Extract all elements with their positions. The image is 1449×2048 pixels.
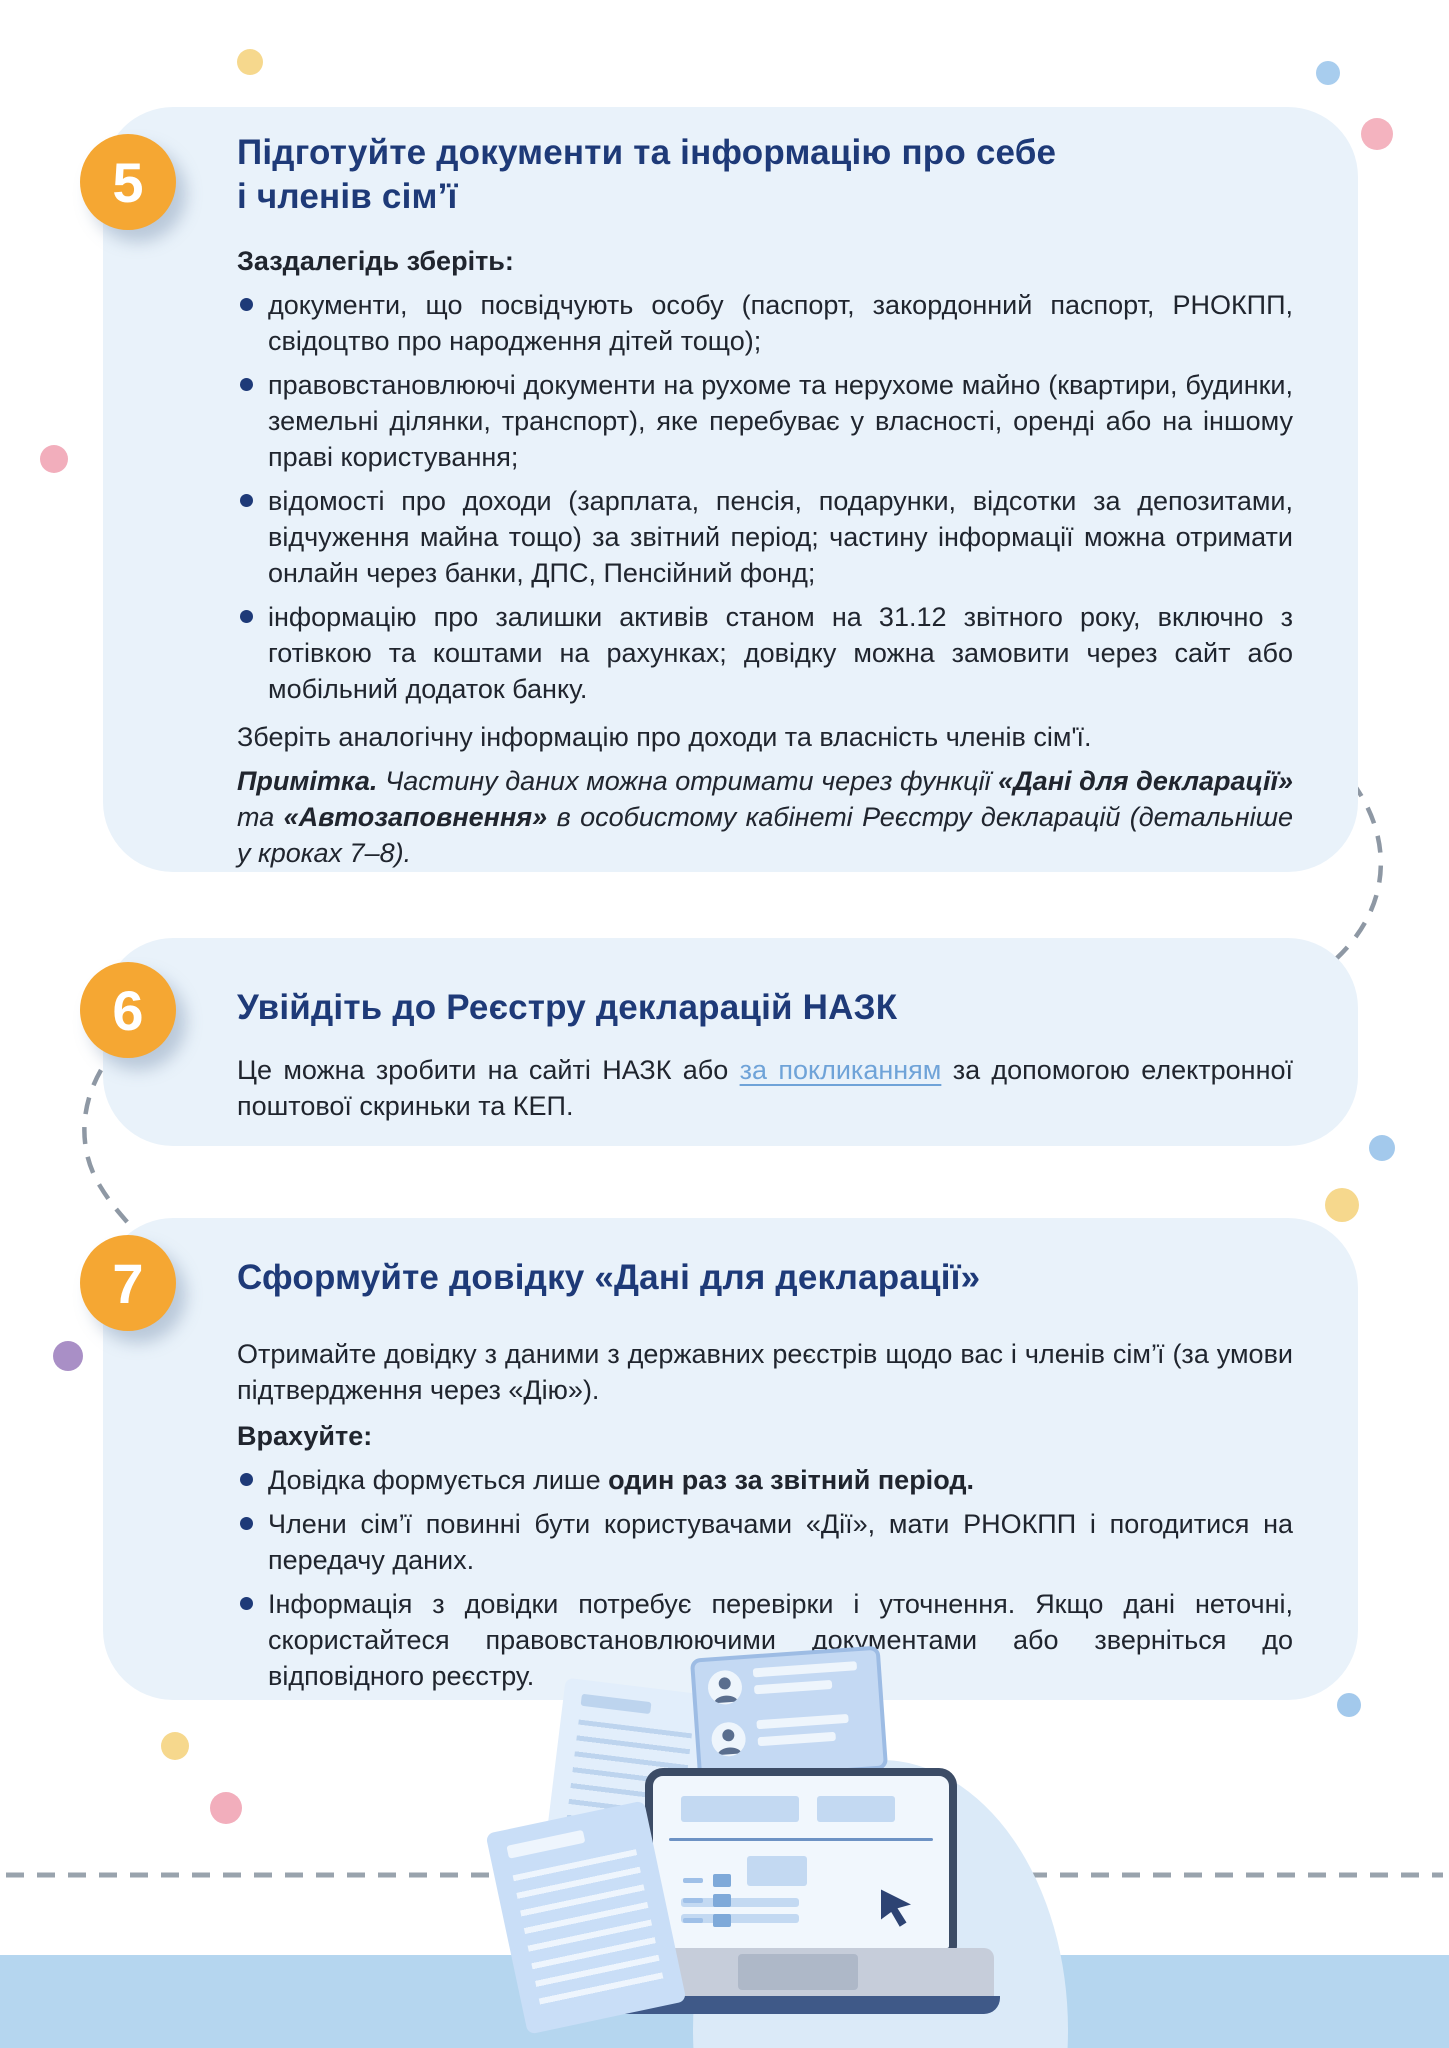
list-item	[237, 287, 1293, 359]
document-heading-bar	[506, 1830, 585, 1859]
step-5-number: 5	[112, 150, 144, 214]
bullet-dot-icon	[240, 1517, 253, 1530]
step-5-bullet-1: документи, що посвідчують особу (паспорт, закордонний паспорт, РНОКПП, свідоцтво про народження дітей тощо);	[268, 290, 1293, 356]
deco-dot-purple-left	[53, 1341, 83, 1371]
step-5-bullet-list	[237, 287, 1293, 707]
step-6-title: Увійдіть до Реєстру декларацій НАЗК	[237, 988, 898, 1027]
document-heading-bar	[581, 1694, 652, 1714]
bullet-dot-icon	[240, 494, 253, 507]
bullet-dot-icon	[240, 378, 253, 391]
person-icon	[710, 1721, 746, 1757]
step-5-bullet-2: правовстановлюючі документи на рухоме та нерухоме майно (квартири, будинки, земельні ділянки, транспорт), яке перебуває у власності, оренді або на іншому праві користування;	[268, 370, 1293, 472]
deco-dot-pink-left	[40, 445, 68, 473]
step-7-intro: Врахуйте:	[237, 1421, 373, 1451]
step-6-body: Це можна зробити на сайті НАЗК або за покликанням за допомогою електронної поштової скриньки та КЕП.	[237, 1055, 1293, 1121]
deco-dot-pink-topright	[1361, 118, 1393, 150]
screen-divider-line	[669, 1838, 933, 1841]
registry-login-link[interactable]: за покликанням	[739, 1055, 942, 1085]
id-card-icon	[690, 1646, 888, 1783]
step-7-bullet-3: Інформація з довідки потребує перевірки і уточнення. Якщо дані неточні, скористайтеся правовстановлюючими документами або зверніться до відповідного реєстру.	[268, 1589, 1293, 1691]
document-text-lines	[513, 1849, 666, 2015]
screen-list-square	[713, 1914, 731, 1927]
deco-dot-blue-bottomright	[1337, 1693, 1361, 1717]
step-5-badge	[80, 134, 176, 230]
list-item	[237, 599, 1293, 707]
screen-list-square	[713, 1874, 731, 1887]
id-card-text-bars	[753, 1661, 859, 1702]
laptop-touchpad	[738, 1954, 858, 1990]
step-6-card	[103, 938, 1358, 1146]
step-5-bullet-4: інформацію про залишки активів станом на 31.12 звітного року, включно з готівкою та коштами на рахунках; довідку можна замовити через сайт або мобільний додаток банку.	[268, 602, 1293, 704]
step-5-outro: Зберіть аналогічну інформацію про доходи та власність членів сім'ї.	[237, 722, 1092, 752]
step-5-bullet-3: відомості про доходи (зарплата, пенсія, подарунки, відсотки за депозитами, відчуження майна тощо) за звітний період; частину інформації можна отримати онлайн через банки, ДПС, Пенсійний фонд;	[268, 486, 1293, 588]
step-5-note: Примітка. Частину даних можна отримати через функції «Дані для декларації» та «Автозаповнення» в особистому кабінеті Реєстру декларацій (детальніше у кроках 7–8).	[237, 766, 1294, 868]
step-7-bullet-1: Довідка формується лише один раз за звітний період.	[268, 1465, 974, 1495]
step-7-body: Отримайте довідку з даними з державних реєстрів щодо вас і членів сім’ї (за умови підтвердження через «Дію»).	[237, 1339, 1293, 1405]
screen-content-block	[747, 1856, 807, 1886]
list-item	[237, 483, 1293, 591]
id-card-row	[710, 1714, 850, 1758]
step-5-title-line-2: і членів сім’ї	[237, 177, 458, 216]
deco-dot-yellow-bottomleft	[161, 1732, 189, 1760]
step-7-title: Сформуйте довідку «Дані для декларації»	[237, 1258, 981, 1297]
person-icon	[707, 1669, 743, 1705]
screen-list-square	[713, 1894, 731, 1907]
deco-dot-blue-topright	[1316, 61, 1340, 85]
screen-list-tick	[683, 1898, 703, 1903]
list-item	[237, 1462, 1293, 1498]
step-5-intro: Заздалегідь зберіть:	[237, 246, 514, 276]
deco-dot-yellow-top	[237, 49, 263, 75]
step-5-title	[237, 131, 1293, 219]
deco-dot-yellow-right	[1325, 1188, 1359, 1222]
step-6-badge	[80, 962, 176, 1058]
step-6-number: 6	[112, 978, 144, 1042]
bullet-dot-icon	[240, 1597, 253, 1610]
step-7-number: 7	[112, 1251, 144, 1315]
deco-dot-pink-bottomleft	[210, 1792, 242, 1824]
id-card-text-bars	[756, 1714, 850, 1754]
step-5-title-line-1: Підготуйте документи та інформацію про себе	[237, 133, 1057, 172]
screen-tab-block	[817, 1796, 895, 1822]
screen-list-tick	[683, 1878, 703, 1883]
step-5-card	[103, 107, 1358, 872]
step-7-card	[103, 1218, 1358, 1700]
id-card-row	[707, 1661, 859, 1705]
bullet-dot-icon	[240, 1473, 253, 1486]
deco-dot-blue-right	[1369, 1135, 1395, 1161]
bullet-dot-icon	[240, 610, 253, 623]
screen-tab-block	[681, 1796, 799, 1822]
step-7-bullet-2: Члени сім’ї повинні бути користувачами «Дії», мати РНОКПП і погодитися на передачу даних.	[268, 1509, 1293, 1575]
bullet-dot-icon	[240, 298, 253, 311]
list-item	[237, 367, 1293, 475]
cursor-icon	[878, 1888, 914, 1930]
screen-list-tick	[683, 1918, 703, 1923]
list-item	[237, 1506, 1293, 1578]
step-7-badge	[80, 1235, 176, 1331]
